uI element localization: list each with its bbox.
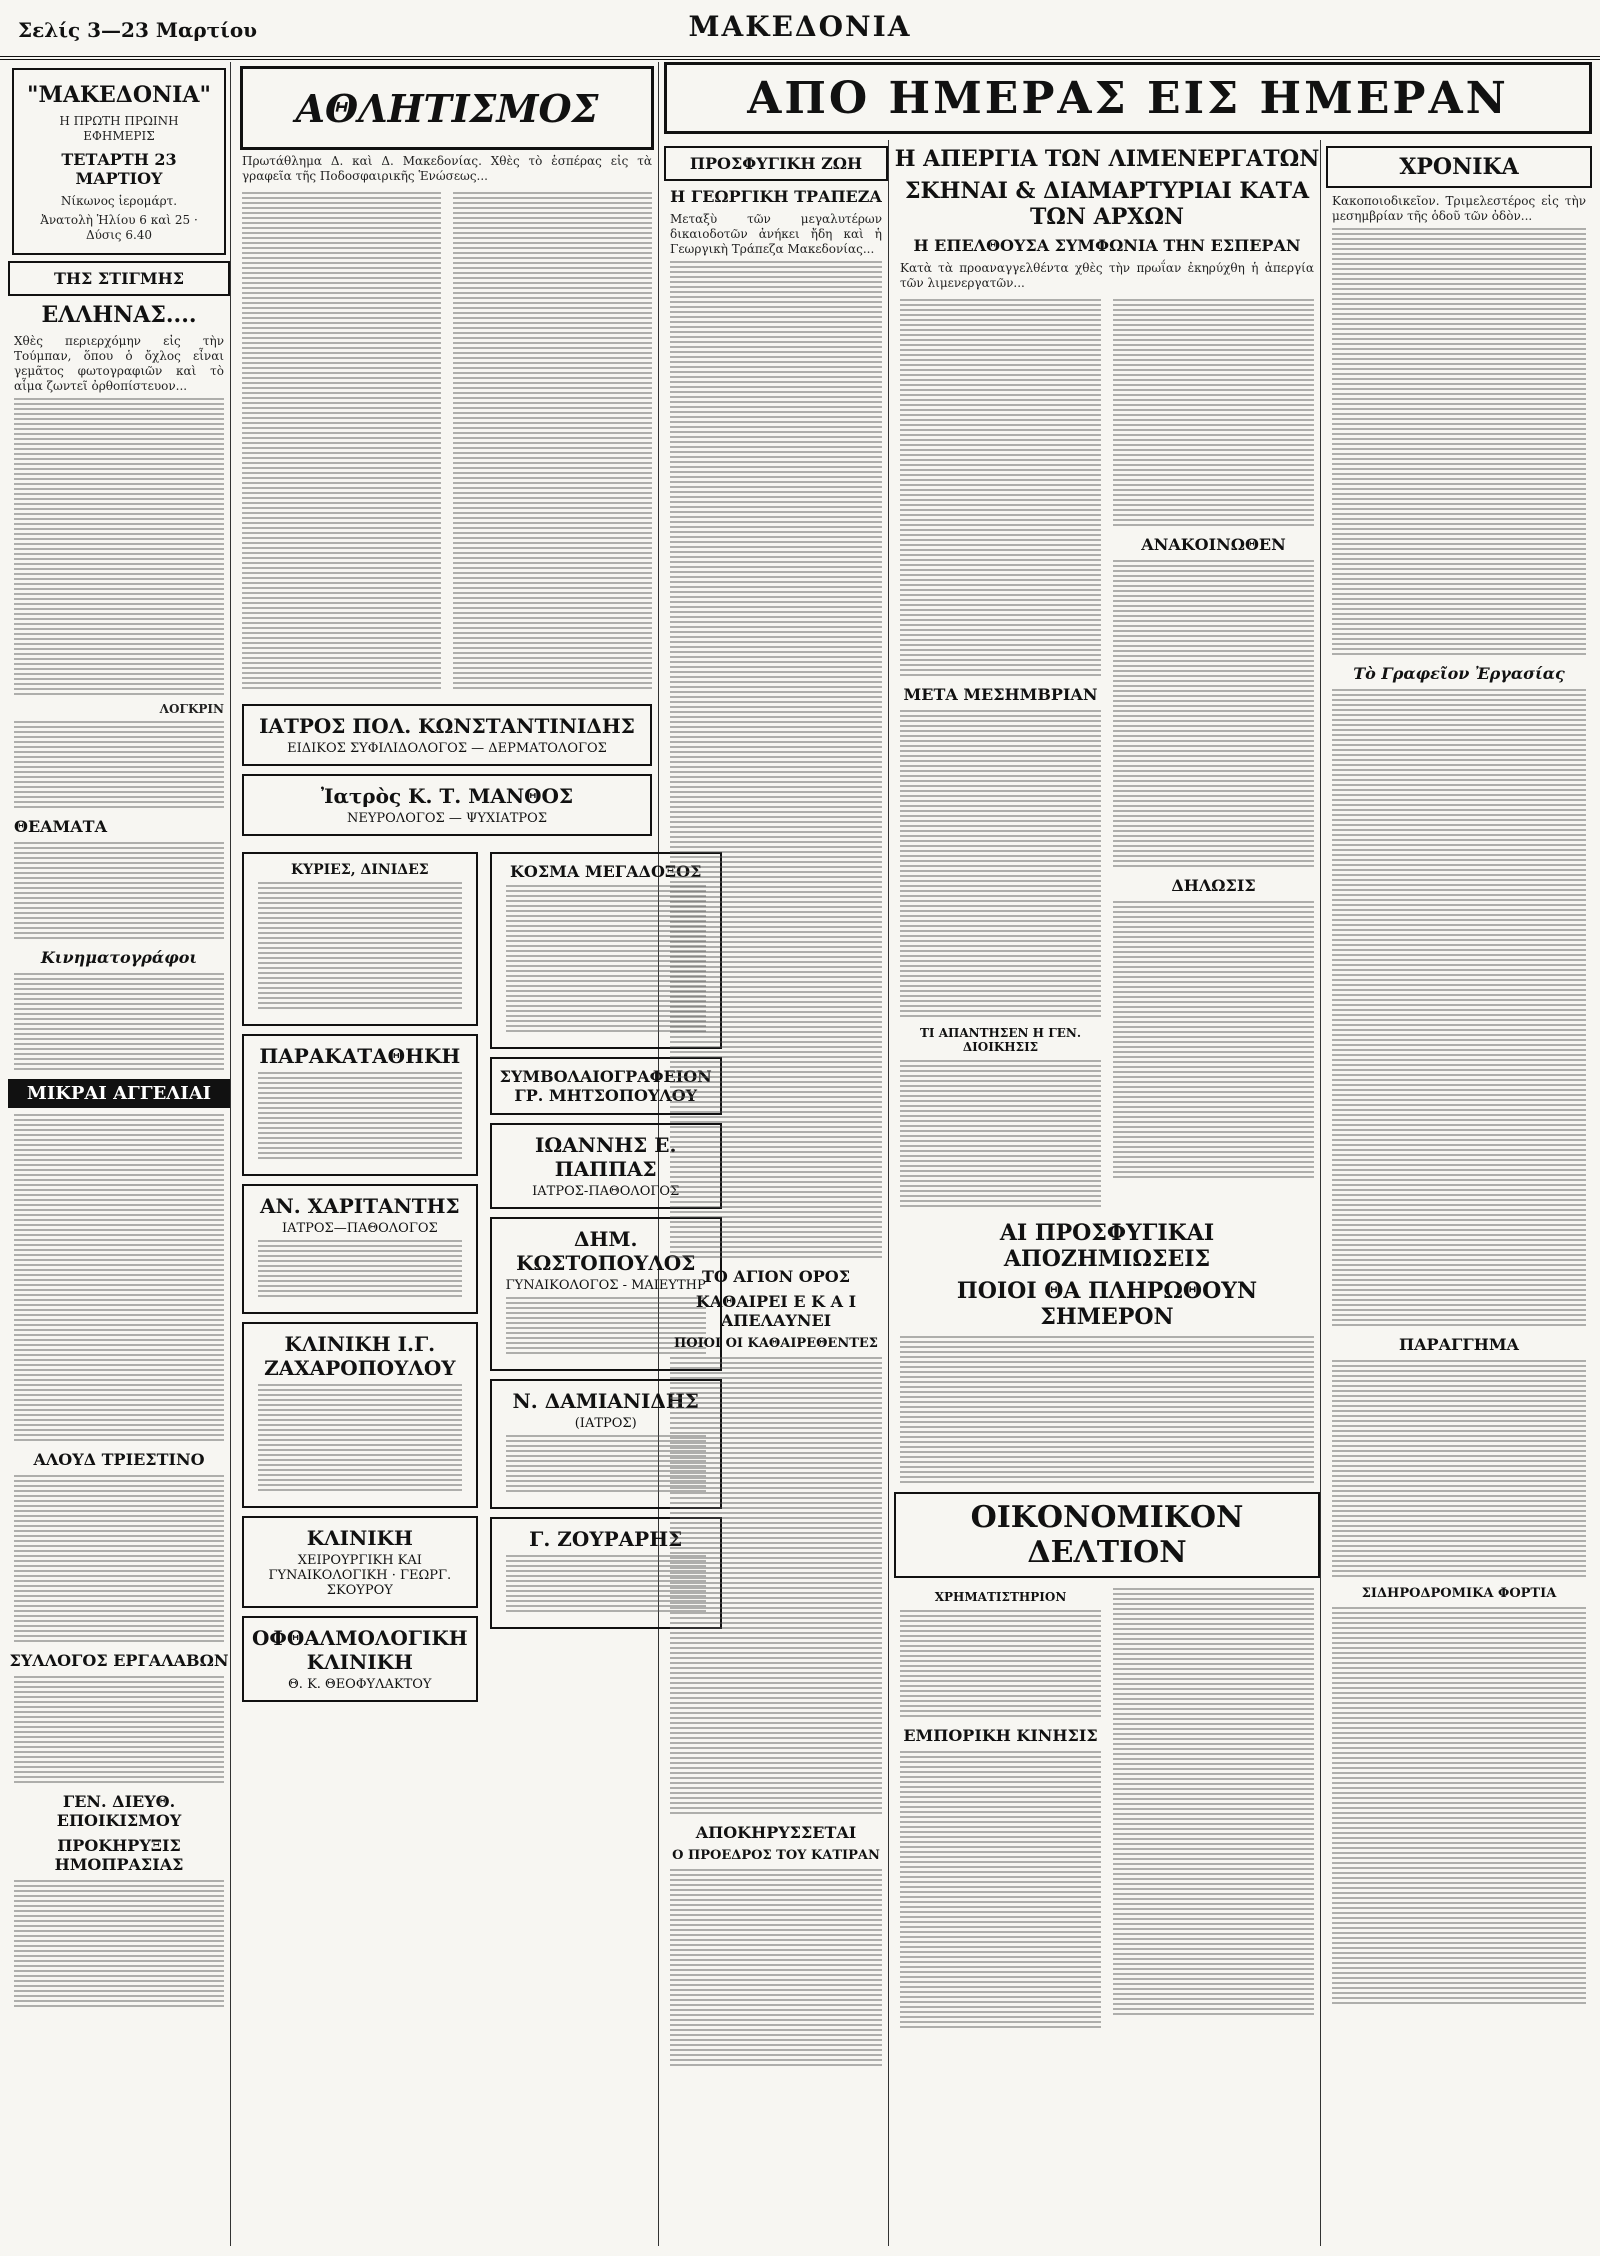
ad-doctor-charitantis xyxy=(242,1184,478,1314)
workers-heading: ΣΥΛΛΟΓΟΣ ΕΡΓΑΛΑΒΩΝ xyxy=(9,1651,229,1670)
ad-sub: ΝΕΥΡΟΛΟΓΟΣ — ΨΥΧΙΑΤΡΟΣ xyxy=(346,811,548,826)
article-body xyxy=(1332,1360,1586,1580)
refugee-text: Μεταξὺ τῶν μεγαλυτέρων δικαιοδοτῶν ἀνήκει ἤδη καὶ ἡ Γεωργικὴ Τράπεζα Μακεδονίας... xyxy=(670,212,882,256)
ad-clinic-zacharopoulou xyxy=(242,1322,478,1508)
article-body xyxy=(14,1880,224,2010)
kinema-heading: ΘΕΑΜΑΤΑ xyxy=(14,817,107,836)
athos-subheading-2: ΠΟΙΟΙ ΟΙ ΚΑΘΑΙΡΕΘΕΝΤΕΣ xyxy=(674,1336,878,1351)
moment-heading: ΤΗΣ ΣΤΙΓΜΗΣ xyxy=(8,261,230,296)
ad-body xyxy=(258,882,462,1012)
article-body xyxy=(900,299,1101,679)
strike-subheading-2: Η ΕΠΕΛΘΟΥΣΑ ΣΥΜΦΩΝΙΑ ΤΗΝ ΕΣΠΕΡΑΝ xyxy=(913,236,1301,255)
article-body xyxy=(14,721,224,811)
article-body xyxy=(900,1610,1101,1720)
ad-sub: ΧΕΙΡΟΥΡΓΙΚΗ ΚΑΙ ΓΥΝΑΙΚΟΛΟΓΙΚΗ · ΓΕΩΡΓ. ΣΚΟΥΡΟΥ xyxy=(268,1553,452,1598)
moment-text: Χθὲς περιερχόμην εἰς τὴν Τούμπαν, ὅπου ὁ ὄχλος εἶναι γεμᾶτος φωτογραφιῶν καὶ τὸ αἷμα ζωντεῖ ὀρθοπίστευον... xyxy=(14,334,224,393)
article-body xyxy=(14,842,224,942)
ad-title: ΚΥΡΙΕΣ, ΔΙΝΙΔΕΣ xyxy=(290,862,429,878)
article-body xyxy=(900,710,1101,1020)
article-body xyxy=(670,1357,882,1817)
ad-title: ΚΟΣΜΑ ΜΕΓΑΔΟΞΟΣ xyxy=(510,862,702,881)
column-5 xyxy=(1326,140,1592,2246)
ad-title: ΣΥΜΒΟΛΑΙΟΓΡΑΦΕΙΟΝ ΓΡ. ΜΗΤΣΟΠΟΥΛΟΥ xyxy=(499,1067,712,1105)
article-body xyxy=(14,1114,224,1444)
classifieds-heading: ΜΙΚΡΑΙ ΑΓΓΕΛΙΑΙ xyxy=(8,1079,230,1108)
ad-deposit xyxy=(242,1034,478,1176)
ad-sub: ΕΙΔΙΚΟΣ ΣΥΦΙΛΙΔΟΛΟΓΟΣ — ΔΕΡΜΑΤΟΛΟΓΟΣ xyxy=(287,741,607,756)
article-body xyxy=(242,192,441,692)
after-heading: ΜΕΤΑ ΜΕΣΗΜΒΡΙΑΝ xyxy=(903,685,1098,704)
nameplate-sun: Ἀνατολὴ Ἡλίου 6 καὶ 25 · Δύσις 6.40 xyxy=(40,213,198,242)
ad-title: ΚΛΙΝΙΚΗ Ι.Γ. ΖΑΧΑΡΟΠΟΥΛΟΥ xyxy=(264,1332,456,1380)
article-body xyxy=(1113,560,1314,870)
resign-heading: ΑΠΟΚΗΡΥΣΣΕΤΑΙ xyxy=(695,1823,857,1842)
ad-body xyxy=(258,1384,462,1494)
ad-body xyxy=(258,1240,462,1300)
office-heading: Τὸ Γραφεῖον Ἐργασίας xyxy=(1353,664,1565,683)
rail-heading: ΣΙΔΗΡΟΔΡΟΜΙΚΑ ΦΟΡΤΙΑ xyxy=(1361,1586,1557,1601)
declare-heading: ΔΗΛΩΣΙΣ xyxy=(1171,876,1256,895)
kinema-sub: Κινηματογράφοι xyxy=(40,948,198,967)
column-2 xyxy=(236,62,712,2246)
sports-text: Πρωτάθλημα Δ. καὶ Δ. Μακεδονίας. Χθὲς τὸ ἑσπέρας εἰς τὰ γραφεῖα τῆς Ποδοσφαιρικῆς Ἑνώσεως... xyxy=(242,154,652,183)
moment-title: ΕΛΛΗΝΑΣ.... xyxy=(41,302,197,328)
ad-sub: Θ. Κ. ΘΕΟΦΥΛΑΚΤΟΥ xyxy=(288,1677,432,1692)
ad-sub: ΓΥΝΑΙΚΟΛΟΓΟΣ - ΜΑΙΕΥΤΗΡ xyxy=(505,1278,706,1293)
ad-title: ΚΛΙΝΙΚΗ xyxy=(306,1526,413,1550)
ad-doctor-konstantinidis xyxy=(242,704,652,766)
article-body xyxy=(900,1751,1101,2031)
article-body xyxy=(1332,228,1586,658)
page-date: Σελίς 3—23 Μαρτίου xyxy=(18,18,258,42)
article-body xyxy=(670,261,882,1261)
article-body xyxy=(14,973,224,1073)
ad-ladies xyxy=(242,852,478,1026)
ad-sub: (ΙΑΤΡΟΣ) xyxy=(574,1416,637,1431)
strike-subheading: ΣΚΗΝΑΙ & ΔΙΑΜΑΡΤΥΡΙΑΙ ΚΑΤΑ ΤΩΝ ΑΡΧΩΝ xyxy=(904,178,1310,230)
donation-heading: ΠΑΡΑΓΓΗΜΑ xyxy=(1399,1335,1519,1354)
chronicles-text: Κακοποιοδικεῖον. Τριμελεστέρος εἰς τὴν μεσημβρίαν τῆς ὁδοῦ τῶν ὀδὸν... xyxy=(1332,194,1586,223)
ad-sub: ΙΑΤΡΟΣ—ΠΑΘΟΛΟΓΟΣ xyxy=(281,1221,438,1236)
article-body xyxy=(14,398,224,698)
nameplate-date: ΤΕΤΑΡΤΗ 23 ΜΑΡΤΙΟΥ xyxy=(61,150,177,188)
article-body xyxy=(1113,1588,1314,2018)
sports-title: ΑΘΛΗΤΙΣΜΟΣ xyxy=(240,66,654,150)
article-body xyxy=(1332,689,1586,1329)
article-body xyxy=(1332,1607,1586,2007)
strike-heading: Η ΑΠΕΡΓΙΑ ΤΩΝ ΛΙΜΕΝΕΡΓΑΤΩΝ xyxy=(894,146,1320,172)
ad-title: Ἰατρὸς Κ. Τ. ΜΑΝΘΟΣ xyxy=(320,784,574,808)
lloyd-heading: ΑΛΟΥΔ ΤΡΙΕΣΤΙΝΟ xyxy=(33,1450,205,1469)
trade-heading: ΕΜΠΟΡΙΚΗ ΚΙΝΗΣΙΣ xyxy=(903,1726,1098,1745)
ad-body xyxy=(258,1072,462,1162)
author: ΛΟΓΚΡΙΝ xyxy=(159,702,224,716)
econ-heading: ΟΙΚΟΝΟΜΙΚΟΝ ΔΕΛΤΙΟΝ xyxy=(894,1492,1320,1578)
paper-name: ΜΑΚΕΔΟΝΙΑ xyxy=(688,10,912,43)
supply-heading: ΓΕΝ. ΔΙΕΥΘ. ΕΠΟΙΚΙΣΜΟΥ xyxy=(56,1792,182,1830)
announce-heading: ΑΝΑΚΟΙΝΩΘΕΝ xyxy=(1141,535,1286,554)
ad-title: ΙΩΑΝΝΗΣ Ε. ΠΑΠΠΑΣ xyxy=(534,1133,677,1181)
refugee-heading: ΠΡΟΣΦΥΓΙΚΗ ΖΩΗ xyxy=(664,146,888,181)
article-body xyxy=(14,1676,224,1786)
ad-title: ΑΝ. ΧΑΡΙΤΑΝΤΗΣ xyxy=(259,1194,460,1218)
econ-subheading: ΧΡΗΜΑΤΙΣΤΗΡΙΟΝ xyxy=(934,1590,1067,1604)
column-4 xyxy=(894,140,1321,2246)
article-body xyxy=(900,1336,1314,1486)
column-3 xyxy=(664,140,889,2246)
article-body xyxy=(1113,299,1314,529)
ad-eye-clinic xyxy=(242,1616,478,1702)
article-body xyxy=(900,1060,1101,1210)
ad-title: ΙΑΤΡΟΣ ΠΟΛ. ΚΩΝΣΤΑΝΤΙΝΙΔΗΣ xyxy=(259,714,635,738)
refugee-subheading: Η ΓΕΩΡΓΙΚΗ ΤΡΑΠΕΖΑ xyxy=(670,187,882,206)
article-body xyxy=(1113,901,1314,1181)
comp-heading: ΑΙ ΠΡΟΣΦΥΓΙΚΑΙ ΑΠΟΖΗΜΙΩΣΕΙΣ xyxy=(999,1220,1215,1272)
article-body xyxy=(14,1475,224,1645)
reply-heading: ΤΙ ΑΠΑΝΤΗΣΕΝ Η ΓΕΝ. ΔΙΟΙΚΗΣΙΣ xyxy=(919,1026,1081,1054)
ad-title: ΟΦΘΑΛΜΟΛΟΓΙΚΗ ΚΛΙΝΙΚΗ xyxy=(252,1626,468,1674)
masthead xyxy=(0,0,1600,60)
chronicles-heading: ΧΡΟΝΙΚΑ xyxy=(1326,146,1592,188)
ad-clinic-skourou xyxy=(242,1516,478,1608)
ad-sub: ΙΑΤΡΟΣ-ΠΑΘΟΛΟΓΟΣ xyxy=(532,1184,680,1199)
nameplate-title: "ΜΑΚΕΔΟΝΙΑ" xyxy=(27,82,211,108)
ad-title: Γ. ΖΟΥΡΑΡΗΣ xyxy=(529,1527,683,1551)
strike-text: Κατὰ τὰ προαναγγελθέντα χθὲς τὴν πρωΐαν ἐκηρύχθη ἡ ἀπεργία τῶν λιμενεργατῶν... xyxy=(900,261,1314,290)
athos-subheading: ΚΑΘΑΙΡΕΙ Ε Κ Α Ι ΑΠΕΛΑΥΝΕΙ xyxy=(695,1292,857,1330)
athos-heading: ΤΟ ΑΓΙΟΝ ΟΡΟΣ xyxy=(701,1267,851,1286)
nameplate-sub: Η ΠΡΩΤΗ ΠΡΩΙΝΗ ΕΦΗΜΕΡΙΣ xyxy=(59,114,179,143)
ad-title: ΔΗΜ. ΚΩΣΤΟΠΟΥΛΟΣ xyxy=(516,1227,696,1275)
column-1 xyxy=(8,62,231,2246)
ad-doctor-manthos xyxy=(242,774,652,836)
nameplate-day: Νίκωνος ἱερομάρτ. xyxy=(60,194,178,208)
article-body xyxy=(453,192,652,692)
nameplate xyxy=(12,68,226,255)
ad-title: ΠΑΡΑΚΑΤΑΘΗΚΗ xyxy=(259,1044,461,1068)
supply-subheading: ΠΡΟΚΗΡΥΞΙΣ ΗΜΟΠΡΑΣΙΑΣ xyxy=(54,1836,184,1874)
ad-title: Ν. ΔΑΜΙΑΝΙΔΗΣ xyxy=(512,1389,699,1413)
resign-subheading: Ο ΠΡΟΕΔΡΟΣ ΤΟΥ ΚΑΤΙΡΑΝ xyxy=(672,1848,880,1863)
article-body xyxy=(670,1869,882,2069)
banner-title: ΑΠΟ ΗΜΕΡΑΣ ΕΙΣ ΗΜΕΡΑΝ xyxy=(664,62,1592,134)
comp-subheading: ΠΟΙΟΙ ΘΑ ΠΛΗΡΩΘΟΥΝ ΣΗΜΕΡΟΝ xyxy=(956,1278,1258,1330)
